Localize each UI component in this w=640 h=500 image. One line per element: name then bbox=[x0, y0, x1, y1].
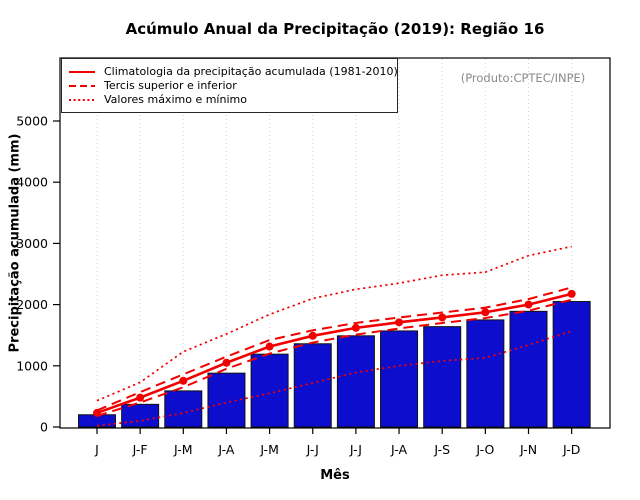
legend-entry bbox=[69, 79, 393, 93]
x-tick-label: J-J bbox=[349, 442, 362, 457]
climatology-point bbox=[93, 409, 101, 417]
chart-title: Acúmulo Anual da Precipitação (2019): Região 16 bbox=[125, 20, 545, 38]
climatology-point bbox=[481, 308, 489, 316]
legend-entry-label: Valores máximo e mínimo bbox=[104, 93, 247, 106]
climatology-point bbox=[266, 343, 274, 351]
bar bbox=[467, 320, 504, 427]
x-tick-label: J bbox=[95, 442, 99, 457]
legend-line-sample-dotted bbox=[69, 97, 95, 103]
bar bbox=[294, 344, 331, 427]
climatology-point bbox=[309, 332, 317, 340]
legend-entry-label: Tercis superior e inferior bbox=[104, 79, 237, 92]
y-tick-label: 2000 bbox=[16, 297, 48, 313]
x-axis-title: Mês bbox=[320, 468, 350, 483]
x-tick-label: J-F bbox=[132, 442, 148, 457]
climatology-point bbox=[438, 313, 446, 321]
x-tick-label: J-A bbox=[391, 442, 408, 457]
product-label: (Produto:CPTEC/INPE) bbox=[460, 71, 586, 85]
bar bbox=[251, 354, 288, 427]
x-tick-label: J-D bbox=[562, 442, 581, 457]
x-tick-label: J-M bbox=[174, 442, 193, 457]
x-tick-label: J-S bbox=[434, 442, 451, 457]
bar bbox=[208, 373, 245, 427]
legend-line-sample-solid bbox=[69, 69, 95, 75]
x-tick-label: J-N bbox=[519, 442, 538, 457]
x-tick-label: J-M bbox=[260, 442, 279, 457]
legend-entry bbox=[69, 93, 393, 107]
bar bbox=[510, 311, 547, 427]
climatology-point bbox=[395, 318, 403, 326]
bar bbox=[424, 327, 461, 427]
y-tick-label: 4000 bbox=[16, 174, 48, 190]
climatology-point bbox=[222, 359, 230, 367]
y-tick-label: 3000 bbox=[16, 235, 48, 251]
y-tick-label: 5000 bbox=[16, 113, 48, 129]
bar bbox=[553, 302, 590, 427]
climatology-point bbox=[568, 290, 576, 298]
legend-box bbox=[61, 58, 398, 113]
y-tick-label: 1000 bbox=[16, 358, 48, 374]
legend-entry bbox=[69, 65, 398, 79]
legend-line-sample-dashed bbox=[69, 83, 95, 89]
x-tick-label: J-O bbox=[476, 442, 495, 457]
climatology-point bbox=[136, 394, 144, 402]
x-tick-label: J-A bbox=[218, 442, 235, 457]
climatology-point bbox=[525, 301, 533, 309]
x-tick-label: J-J bbox=[306, 442, 319, 457]
bar bbox=[337, 336, 374, 427]
y-tick-label: 0 bbox=[40, 419, 48, 435]
climatology-point bbox=[352, 324, 360, 332]
bar bbox=[381, 331, 418, 427]
bar bbox=[122, 404, 159, 427]
legend-entry-label: Climatologia da precipitação acumulada (1981-2010) bbox=[104, 65, 398, 78]
y-axis-title: Precipitação acumulada (mm) bbox=[7, 133, 23, 353]
climatology-point bbox=[179, 377, 187, 385]
